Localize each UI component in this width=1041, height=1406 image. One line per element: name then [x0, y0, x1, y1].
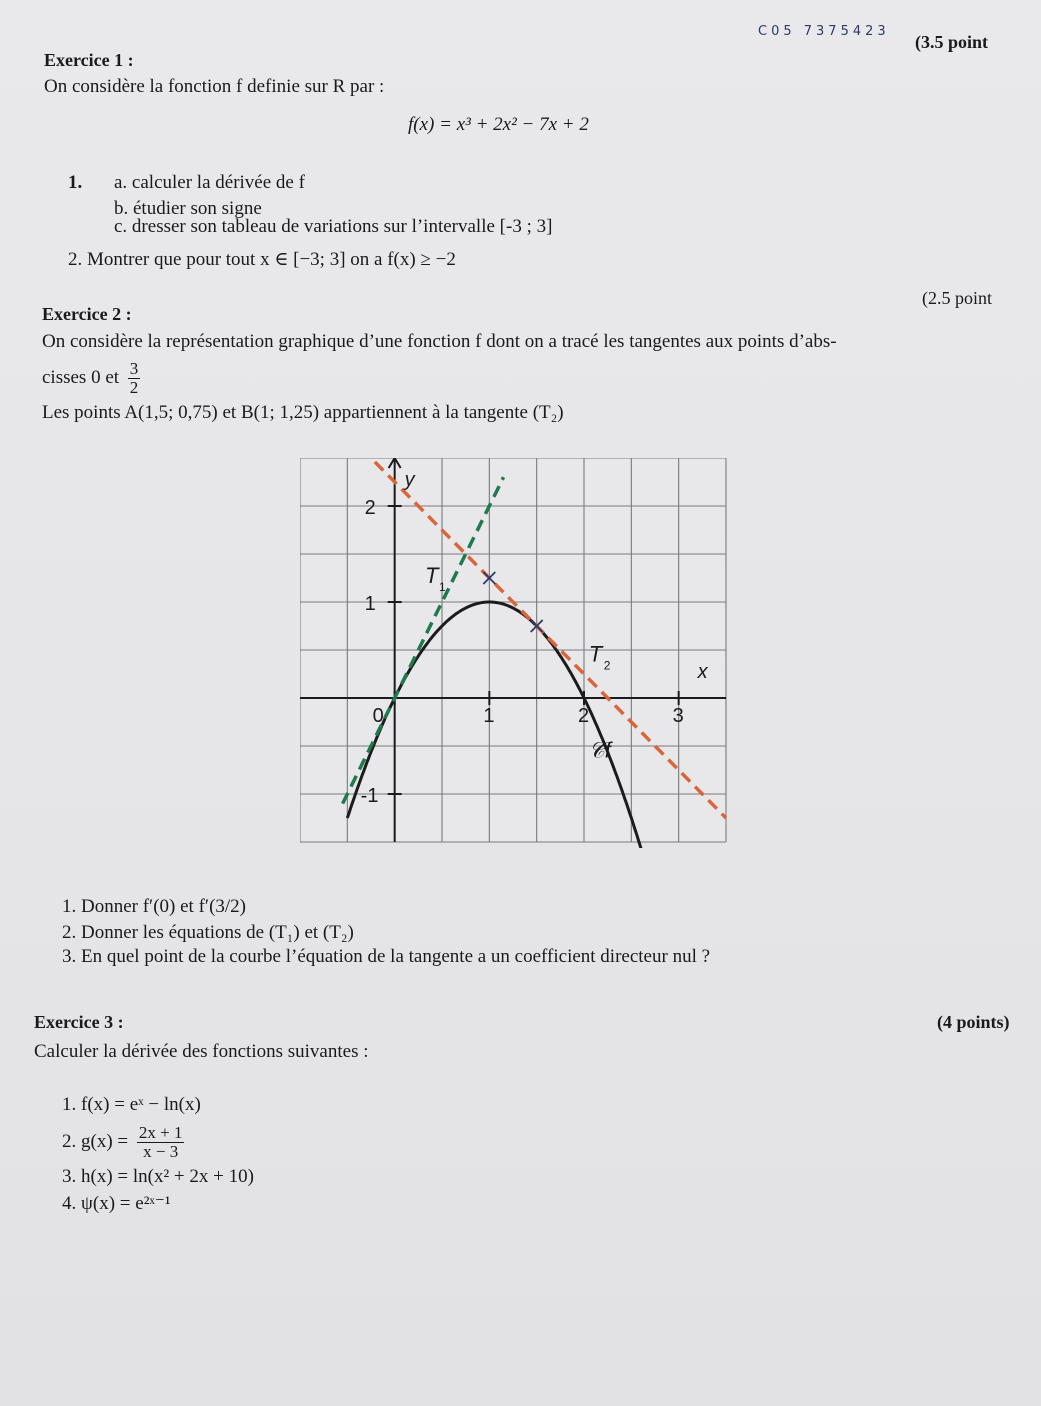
ex3-f2-fraction [137, 1124, 185, 1161]
ex2-intro-line2 [42, 360, 140, 397]
ex3-f2 [62, 1124, 184, 1161]
ex2-points: (2.5 point [922, 288, 992, 308]
ex2-q2: 2. Donner les équations de (T₁) et (T₂) [62, 922, 354, 943]
ex3-f1: 1. f(x) = eˣ − ln(x) [62, 1094, 201, 1115]
ex1-q1c: c. dresser son tableau de variations sur l’intervalle [-3 ; 3] [114, 216, 553, 237]
ex3-f2-numerator: 2x + 1 [138, 1123, 183, 1142]
y-tick-label: 2 [364, 497, 376, 519]
ex2-title: Exercice 2 : [42, 304, 132, 324]
fraction-denominator: 2 [129, 378, 139, 397]
ex1-intro: On considère la fonction f definie sur R par : [44, 76, 385, 97]
x-tick-label: 1 [483, 705, 495, 727]
ex3-points: (4 points) [937, 1012, 1010, 1032]
x-tick-label: 2 [578, 705, 590, 727]
ex2-q3: 3. En quel point de la courbe l’équation de la tangente a un coefficient directeur nul ? [62, 946, 711, 967]
ex1-q1-number: 1. [68, 172, 83, 193]
y-tick-label: -1 [360, 785, 379, 807]
label-t2: T [588, 641, 603, 667]
ex3-title: Exercice 3 : [34, 1012, 124, 1032]
ex3-f3: 3. h(x) = ln(x² + 2x + 10) [62, 1166, 254, 1187]
ex1-q1a: a. calculer la dérivée de f [114, 172, 305, 193]
ex1-points: (3.5 point [915, 32, 989, 52]
x-tick-label: 0 [372, 705, 384, 727]
ex2-intro-line1: On considère la représentation graphique d’une fonction f dont on a tracé les tangentes aux points d’abs- [42, 331, 837, 352]
label-cf: 𝒞f [588, 737, 611, 763]
function-graph [300, 458, 732, 848]
ex1-title: Exercice 1 : [44, 50, 134, 70]
ex2-q1: 1. Donner f′(0) et f′(3/2) [62, 896, 246, 917]
label-t1: T [424, 562, 439, 588]
ex1-q2: 2. Montrer que pour tout x ∈ [−3; 3] on a f(x) ≥ −2 [68, 249, 456, 270]
ex2-points-line: Les points A(1,5; 0,75) et B(1; 1,25) appartiennent à la tangente (T₂) [42, 402, 564, 423]
ex1-formula: f(x) = x³ + 2x² − 7x + 2 [408, 114, 589, 135]
fraction-numerator: 3 [129, 359, 139, 378]
fraction-three-halves [128, 360, 141, 397]
label-t1-subscript: 1 [438, 579, 446, 594]
ex2-intro-line2-text: cisses 0 et [42, 366, 120, 388]
ex1-q1b: b. étudier son signe [114, 198, 262, 219]
handwritten-note: C05 7375423 [758, 24, 890, 39]
ex3-intro: Calculer la dérivée des fonctions suivantes : [34, 1041, 369, 1062]
ex3-f2-denominator: x − 3 [143, 1142, 179, 1161]
y-tick-label: 1 [364, 593, 376, 615]
ex3-f4: 4. ψ(x) = e²ˣ⁻¹ [62, 1193, 171, 1214]
x-tick-label: 3 [672, 705, 684, 727]
label-t2-subscript: 2 [603, 658, 611, 673]
ex3-f2-label: 2. g(x) = [62, 1130, 129, 1152]
y-axis-label: y [404, 469, 415, 491]
x-axis-label: x [697, 661, 708, 683]
